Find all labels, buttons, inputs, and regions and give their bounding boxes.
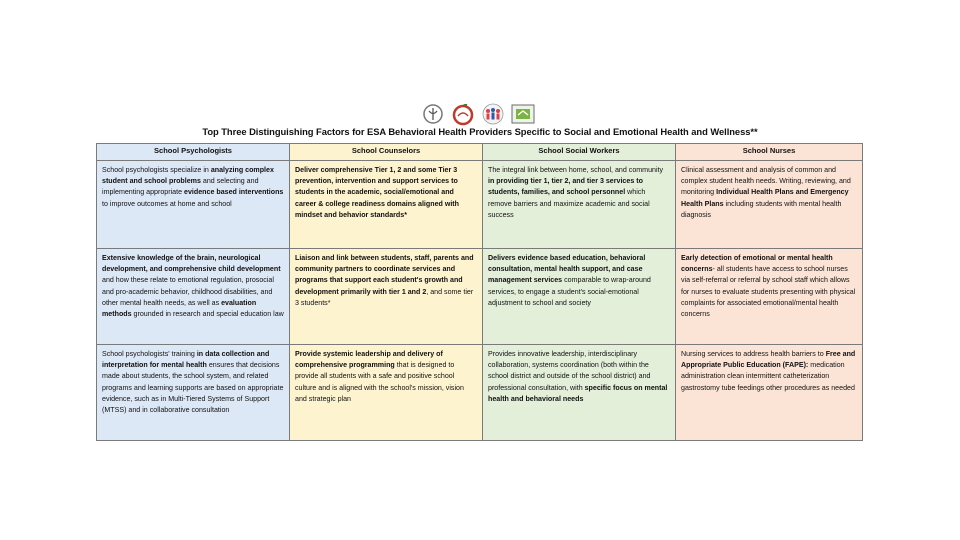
text: - all students have access to school nurses via self-referral or referral by school staff which allows for nurses to evaluate students presenting with physical complaints for associated emotional/mental health concerns xyxy=(681,265,856,319)
bold-text: evidence based interventions xyxy=(184,188,284,197)
text: comparable to wrap-around services, to engage a student's social-emotional adjustment to school and society xyxy=(488,276,651,307)
people-logo xyxy=(480,102,506,126)
text: which remove barriers and maximize academic and social success xyxy=(488,188,650,219)
bold-text: in data collection and interpretation for mental health xyxy=(102,350,270,370)
table-row xyxy=(97,345,863,441)
header-school-social-workers: School Social Workers xyxy=(483,144,676,161)
bold-text: analyzing complex student and school problems xyxy=(102,166,274,186)
bold-text: specific focus on mental health and behavioral needs xyxy=(488,383,668,403)
logo-strip xyxy=(420,101,542,127)
bold-text: Liaison and link between students, staff, parents and community partners to coordinate services and programs that support each student's growth and development primarily with tier 1 and 2 xyxy=(295,254,474,296)
text: grounded in research and special education law xyxy=(131,310,284,319)
bold-text: evaluation methods xyxy=(102,298,257,319)
header-row xyxy=(97,144,863,161)
cell-social-workers xyxy=(483,249,676,345)
text: , and some tier 3 students* xyxy=(295,287,474,307)
bold-text: in providing tier 1, tier 2, and tier 3 services to students, families, and school personnel xyxy=(488,177,643,197)
text: The integral link between home, school, and community xyxy=(488,166,664,174)
cell-counselors xyxy=(290,161,483,249)
text: and how these relate to emotional regulation, prosocial and pro-academic behavior, childhood disabilities, and other mental health needs, as well as xyxy=(102,276,274,307)
bold-text: Individual Health Plans and Emergency Health Plans xyxy=(681,188,849,208)
cell-nurses xyxy=(676,345,863,441)
apple-logo xyxy=(450,102,476,126)
bold-text: Extensive knowledge of the brain, neurological development, and comprehensive child development xyxy=(102,254,281,274)
text: Nursing services to address health barriers to xyxy=(681,350,826,358)
cell-counselors xyxy=(290,249,483,345)
text: Provides innovative leadership, interdisciplinary collaboration, systems coordination (both within the school district and outside of the school district) and professional consultation, with xyxy=(488,350,651,392)
school-logo xyxy=(510,102,536,126)
text: School psychologists specialize in xyxy=(102,166,211,174)
page-title: Top Three Distinguishing Factors for ESA Behavioral Health Providers Specific to Social and Emotional Health and Wellness** xyxy=(202,126,758,137)
comparison-table xyxy=(96,143,863,441)
table-row xyxy=(97,161,863,249)
cell-psychologists xyxy=(97,161,290,249)
association-logo xyxy=(420,102,446,126)
cell-social-workers xyxy=(483,161,676,249)
header-school-nurses: School Nurses xyxy=(676,144,863,161)
cell-nurses xyxy=(676,161,863,249)
table-row xyxy=(97,249,863,345)
bold-text: Free and Appropriate Public Education (FAPE): xyxy=(681,350,856,370)
text: ensures that decisions made about students, the school system, and related programs and learning supports are based on appropriate evidence, such as in Multi-Tiered Systems of Support (MTSS) and in collaborative consultation xyxy=(102,361,284,415)
cell-psychologists xyxy=(97,249,290,345)
bold-text: Delivers evidence based education, behavioral consultation, mental health support, and case management services xyxy=(488,254,646,285)
cell-counselors xyxy=(290,345,483,441)
bold-text: Deliver comprehensive Tier 1, 2 and some Tier 3 prevention, intervention and support services to students in the academic, social/emotional and career & college readiness domains aligned with mindset and behavior standards* xyxy=(295,166,460,219)
cell-nurses xyxy=(676,249,863,345)
bold-text: Provide systemic leadership and delivery of comprehensive programming xyxy=(295,350,443,370)
text: to improve outcomes at home and school xyxy=(102,199,232,208)
bold-text: Early detection of emotional or mental health concerns xyxy=(681,254,833,274)
cell-social-workers xyxy=(483,345,676,441)
text: and selecting and implementing appropriate xyxy=(102,177,259,197)
text: School psychologists' training xyxy=(102,350,197,358)
text: medication administration clean intermittent catheterization gastrostomy tube feedings other procedures as needed xyxy=(681,361,855,392)
text: that is designed to provide all students with a safe and positive school culture and is aligned with the school's mission, vision and strategic plan xyxy=(295,361,464,403)
text: including students with mental health diagnosis xyxy=(681,199,842,219)
header-school-psychologists: School Psychologists xyxy=(97,144,290,161)
cell-psychologists xyxy=(97,345,290,441)
header-school-counselors: School Counselors xyxy=(290,144,483,161)
text: Clinical assessment and analysis of common and complex student health needs. Writing, reviewing, and monitoring xyxy=(681,166,851,197)
